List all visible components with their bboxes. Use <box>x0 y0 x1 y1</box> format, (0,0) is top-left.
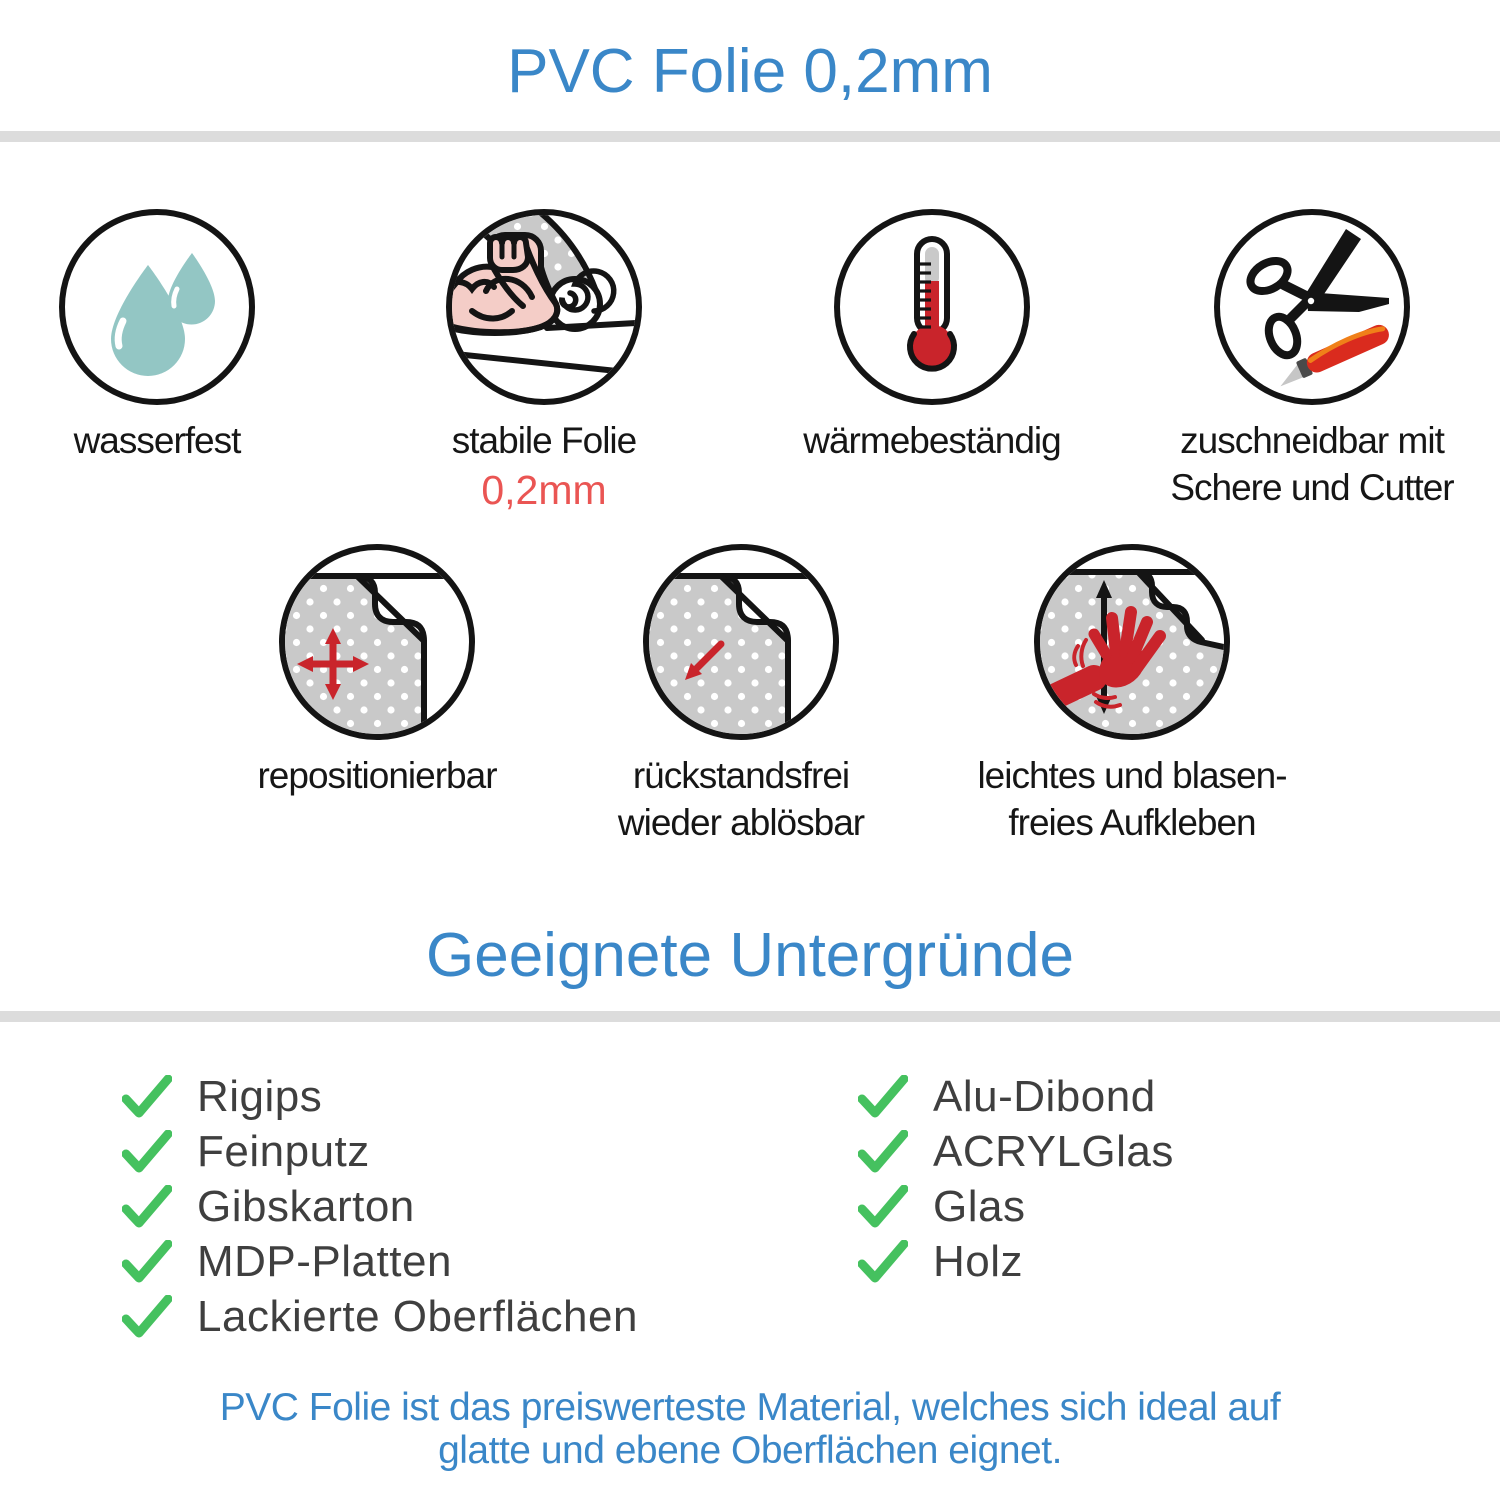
divider-surfaces <box>0 1011 1500 1022</box>
scissors-cutter-icon <box>1212 207 1412 407</box>
feature-repositionable <box>257 542 497 796</box>
list-item <box>122 1124 638 1179</box>
feature-label: wärmebeständig <box>803 420 1061 461</box>
list-item <box>858 1234 1174 1289</box>
surface-label: Alu-Dibond <box>933 1071 1156 1121</box>
surface-label: Feinputz <box>197 1126 370 1176</box>
surfaces-heading: Geeignete Untergründe <box>425 921 1074 990</box>
feature-label: repositionierbar <box>257 755 497 796</box>
feature-label: stabile Folie 0,2mm <box>354 417 734 514</box>
surface-label: Lackierte Oberflächen <box>197 1291 638 1341</box>
check-icon <box>122 1185 172 1229</box>
feature-label: zuschneidbar mit Schere und Cutter <box>1170 420 1454 508</box>
list-item <box>122 1234 638 1289</box>
feature-bubble-free <box>977 542 1287 843</box>
divider-top <box>0 131 1500 142</box>
check-icon <box>122 1240 172 1284</box>
surfaces-list-left <box>122 1069 638 1344</box>
list-item <box>122 1289 638 1344</box>
list-item <box>858 1069 1174 1124</box>
thermometer-icon <box>832 207 1032 407</box>
feature-waterproof <box>57 207 257 461</box>
surface-label: Rigips <box>197 1071 323 1121</box>
feature-residue-free <box>617 542 865 843</box>
surface-label: ACRYLGlas <box>933 1126 1174 1176</box>
feature-heat-resistant <box>803 207 1061 461</box>
feature-label: rückstandsfrei wieder ablösbar <box>617 755 865 843</box>
feature-stable-foil <box>444 207 644 513</box>
list-item <box>858 1179 1174 1234</box>
list-item <box>122 1179 638 1234</box>
check-icon <box>122 1295 172 1339</box>
water-drops-icon <box>57 207 257 407</box>
footer-line-1: PVC Folie ist das preiswerteste Material, welches sich ideal auf <box>219 1386 1281 1429</box>
thickness-value: 0,2mm <box>481 467 607 513</box>
feature-label: wasserfest <box>73 420 241 461</box>
footer-note <box>0 1386 1500 1472</box>
smooth-apply-hand-icon <box>1032 542 1232 742</box>
check-icon <box>858 1240 908 1284</box>
strong-arm-foil-icon <box>444 207 644 407</box>
list-item <box>122 1069 638 1124</box>
feature-cuttable <box>1170 207 1454 508</box>
surface-label: Glas <box>933 1181 1026 1231</box>
feature-label: leichtes und blasen- freies Aufkleben <box>977 755 1287 843</box>
page-title: PVC Folie 0,2mm <box>507 37 993 106</box>
check-icon <box>858 1130 908 1174</box>
check-icon <box>858 1075 908 1119</box>
reposition-foil-icon <box>277 542 477 742</box>
surface-label: Holz <box>933 1236 1024 1286</box>
list-item <box>858 1124 1174 1179</box>
peel-off-foil-icon <box>641 542 841 742</box>
surface-label: Gibskarton <box>197 1181 415 1231</box>
check-icon <box>858 1185 908 1229</box>
check-icon <box>122 1075 172 1119</box>
footer-line-2: glatte und ebene Oberflächen eignet. <box>438 1429 1062 1472</box>
surface-label: MDP-Platten <box>197 1236 452 1286</box>
check-icon <box>122 1130 172 1174</box>
surfaces-list-right <box>858 1069 1174 1289</box>
